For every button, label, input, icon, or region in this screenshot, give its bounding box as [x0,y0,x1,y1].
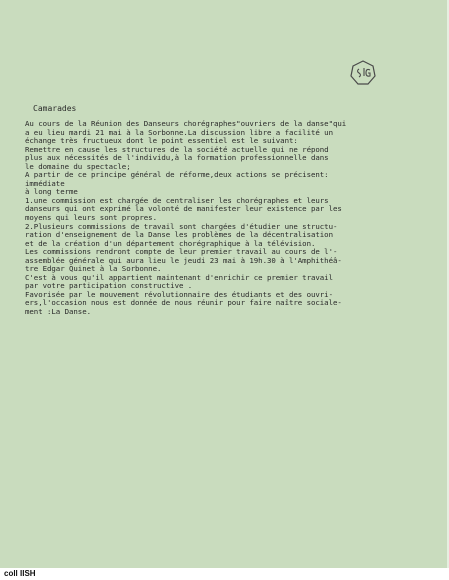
archive-stamp-icon [350,60,376,86]
text-line: tre Edgar Quinet à la Sorbonne. [25,264,162,274]
text-line: ration d'enseignement de la Danse les problèmes de la décentralisation [25,230,333,240]
text-line: assemblée générale qui aura lieu le jeudi 23 mai à 19h.30 à l'Amphithéâ- [25,255,342,265]
text-line: plus aux nécessités de l'individu,à la formation professionnelle dans [25,153,329,163]
text-line: a eu lieu mardi 21 mai à la Sorbonne.La discussion libre a facilité un [25,127,333,137]
text-line: moyens qui leurs sont propres. [25,213,157,223]
text-line: ers,l'occasion nous est donnée de nous réunir pour faire naître sociale- [25,298,342,308]
text-line: A partir de ce principe général de réforme,deux actions se précisent: [25,170,329,180]
text-line: Favorisée par le mouvement révolutionnaire des étudiants et des ouvri- [25,289,333,299]
text-line: immédiate [25,178,65,188]
text-line: ment :La Danse. [25,307,91,317]
text-line: Remettre en cause les structures de la société actuelle qui ne répond [25,144,329,154]
text-line: par votre participation constructive . [25,281,193,291]
text-line: danseurs qui ont exprimé la volonté de manifester leur existence par les [25,204,342,214]
text-line: à long terme [25,187,78,197]
text-line: et de la création d'un département chorégraphique à la télévision. [25,238,316,248]
text-line: 2.Plusieurs commissions de travail sont chargées d'étudier une structu- [25,221,338,231]
text-line: C'est à vous qu'il appartient maintenant d'enrichir ce premier travail [25,272,333,282]
collection-credit: coll IISH [4,569,36,578]
text-line: le domaine du spectacle; [25,161,131,171]
salutation: Camarades [33,104,77,113]
text-line: Au cours de la Réunion des Danseurs chorégraphes"ouvriers de la danse"qui [25,119,347,128]
text-line: Les commissions rendront compte de leur premier travail au cours de l'- [25,247,338,257]
letter-body [25,120,445,317]
text-line: échange très fructueux dont le point essentiel est le suivant: [25,136,298,146]
text-line: 1.une commission est chargée de centraliser les chorégraphes et leurs [25,195,329,205]
